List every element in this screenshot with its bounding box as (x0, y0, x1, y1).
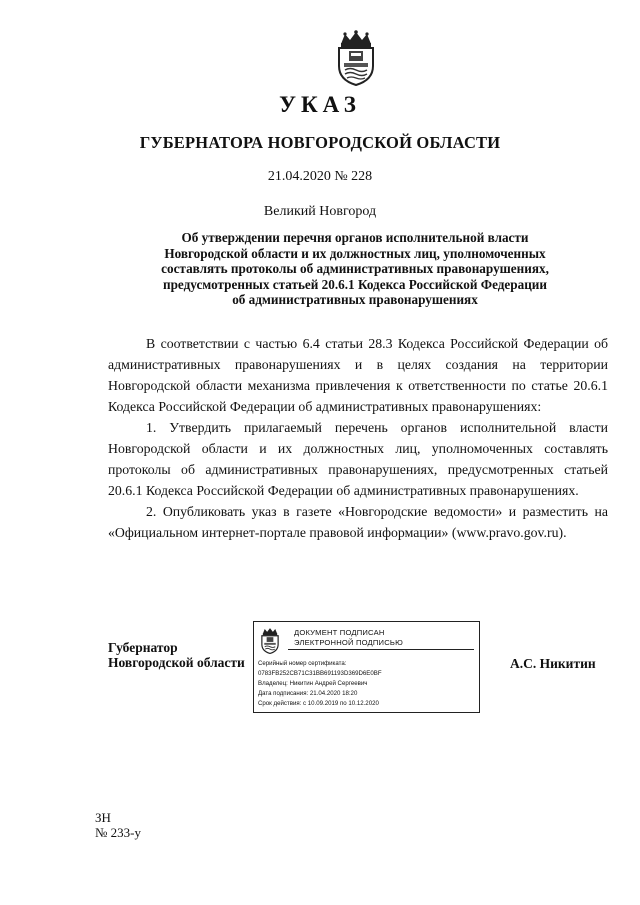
stamp-validity: Срок действия: с 10.09.2019 по 10.12.2020 (258, 700, 379, 707)
subject-line: Новгородской области и их должностных лиц, уполномоченных (164, 245, 546, 261)
signatory-position-line: Губернатор (108, 640, 178, 655)
stamp-details (258, 659, 476, 709)
document-title: УКАЗ (279, 92, 361, 117)
stamp-cert-number: 0783FB252CB71C31BB691193D369D6E0BF (258, 670, 382, 677)
footer-initials: ЗН (95, 810, 111, 825)
stamp-coat-of-arms-icon (259, 627, 281, 654)
subject-line: составлять протоколы об административных правонарушениях, (161, 261, 549, 276)
stamp-heading (294, 628, 476, 648)
stamp-heading-line: ЭЛЕКТРОННОЙ ПОДПИСЬЮ (294, 638, 403, 647)
body-paragraph: 1. Утвердить прилагаемый перечень органов исполнительной власти Новгородской области и их должностных лиц, уполномоченных составлять протоколы об административных правонарушениях, предусмотренных статьей 20.6.1 Кодекса Российской Федерации об административных правонарушениях. (108, 420, 608, 498)
signatory-name: А.С. Никитин (510, 656, 596, 671)
document-date-number: 21.04.2020 № 228 (267, 169, 373, 184)
body-paragraph: 2. Опубликовать указ в газете «Новгородские ведомости» и разместить на «Официальном интернет-портале правовой информации» (www.pravo.gov.ru). (108, 504, 608, 540)
document-organization: ГУБЕРНАТОРА НОВГОРОДСКОЙ ОБЛАСТИ (139, 133, 501, 152)
signatory-position-line: Новгородской области (108, 655, 245, 670)
stamp-owner: Владелец: Никитин Андрей Сергеевич (258, 680, 368, 687)
document-subject (130, 230, 580, 308)
document-footer (95, 810, 141, 840)
signatory-position (108, 640, 245, 670)
stamp-divider (288, 649, 474, 650)
electronic-signature-stamp (253, 621, 480, 713)
stamp-cert-label: Серийный номер сертификата: (258, 660, 347, 667)
stamp-heading-line: ДОКУМЕНТ ПОДПИСАН (294, 628, 385, 637)
document-body (108, 333, 608, 543)
subject-line: об административных правонарушениях (232, 292, 478, 307)
stamp-signed-date: Дата подписания: 21.04.2020 18:20 (258, 690, 358, 697)
coat-of-arms-icon (333, 30, 379, 86)
document-city: Великий Новгород (263, 204, 377, 219)
body-paragraph: В соответствии с частью 6.4 статьи 28.3 Кодекса Российской Федерации об административных правонарушениях и в целях создания на территории Новгородской области механизма привлечения к ответственности по статье 20.6.1 Кодекса Российской Федерации об административных правонарушениях: (108, 336, 608, 414)
footer-number: № 233-у (95, 825, 141, 840)
subject-line: предусмотренных статьей 20.6.1 Кодекса Российской Федерации (162, 276, 548, 292)
subject-line: Об утверждении перечня органов исполнительной власти (181, 230, 529, 245)
